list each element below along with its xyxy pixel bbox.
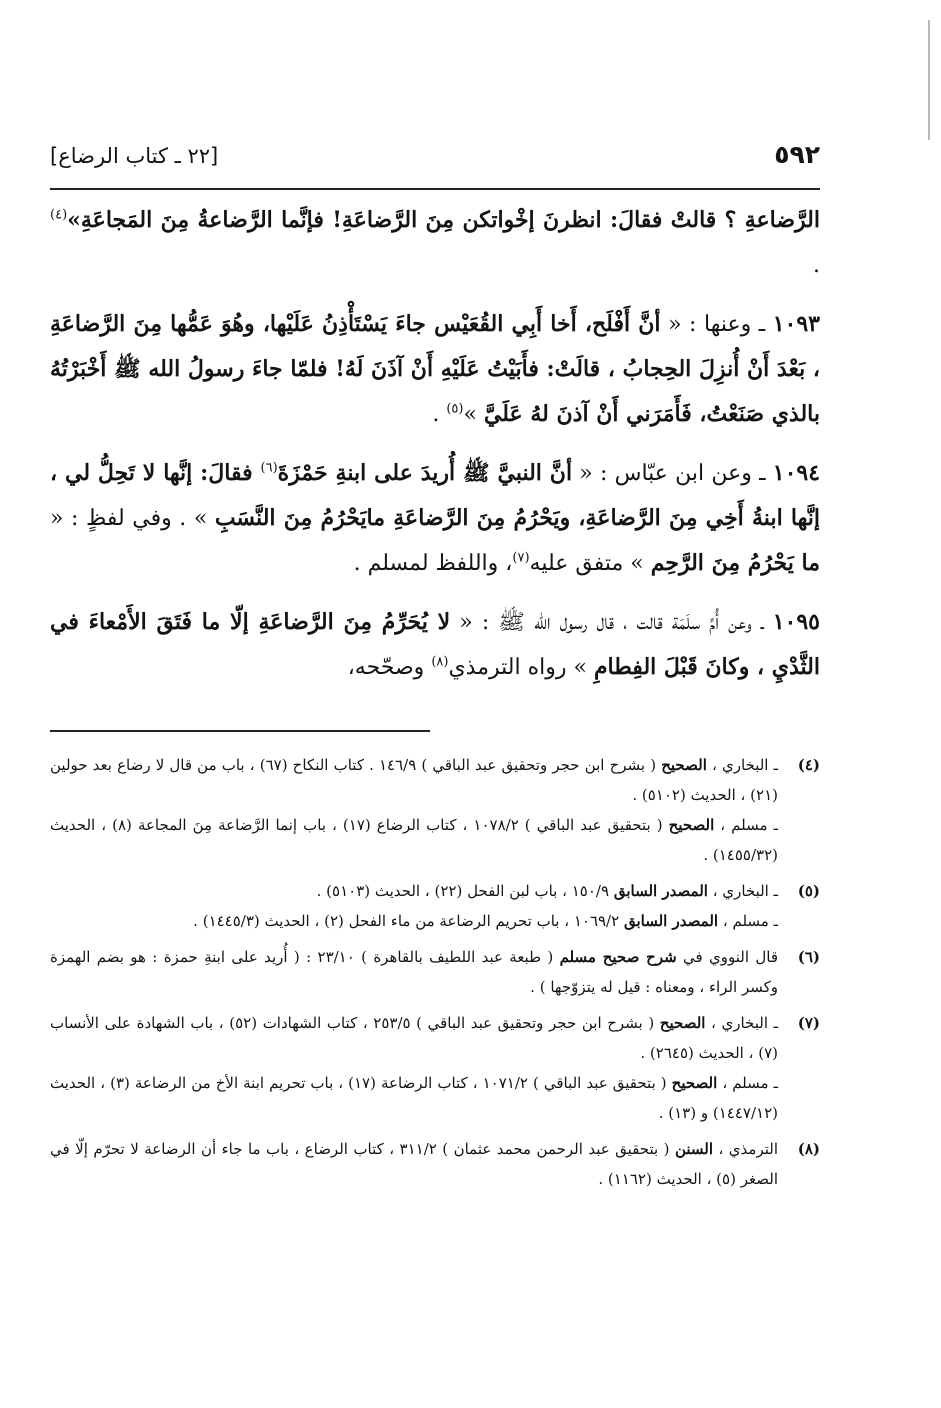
text-run: الترمذي ، — [713, 1140, 778, 1158]
footnote-citation — [50, 876, 778, 906]
text-run: ـ البخاري ، — [707, 882, 778, 900]
book-page — [50, 140, 820, 1200]
quoted-text: فقالَ: إنَّها لا تَحِلُّ لي ، إنَّها ابنةُ أَخِي مِنَ الرَّضاعَةِ، ويَحْرُمُ مِنَ الرَّضاعَةِ مايَحْرُمُ مِنَ النَّسَبِ — [50, 460, 820, 531]
footnote-number: (٤) — [797, 756, 820, 774]
text-run: ـ مسلم ، — [717, 1074, 778, 1092]
footnote — [50, 876, 820, 936]
footnote-rule — [50, 730, 430, 732]
footnote-number: (٧) — [797, 1014, 820, 1032]
text-run: ( بشرح ابن حجر وتحقيق عبد الباقي ) ١٤٦/٩ . كتاب النكاح (٦٧) ، باب من قال لا رضاع بعد حولين (٢١) ، الحديث (٥١٠٢) . — [50, 756, 778, 804]
hadith-paragraph — [50, 302, 820, 437]
quoted-text: الصحيح — [668, 816, 715, 834]
text-run: » رواه الترمذي — [448, 655, 594, 680]
footnote-citation — [50, 1068, 778, 1128]
quoted-text: السنن — [674, 1140, 714, 1158]
quoted-text: لا يُحَرِّمُ مِنَ الرَّضاعَةِ إلّا ما فَتَقَ الأَمْعاءَ في الثَّدْيِ ، وكانَ قَبْلَ الفِطامِ — [50, 609, 820, 680]
continuation-paragraph — [50, 198, 820, 288]
text-run: وصحّحه، — [347, 655, 432, 680]
footnote-number: (٥) — [797, 882, 820, 900]
footnote — [50, 942, 820, 1002]
text-run: ـ مسلم ، — [714, 816, 778, 834]
footnote-citation — [50, 906, 778, 936]
text-run: ، واللفظ لمسلم . — [353, 551, 513, 576]
page-header — [50, 140, 820, 188]
footnote-citation — [50, 942, 778, 1002]
text-run: ( بتحقيق عبد الرحمن محمد عثمان ) ٣١١/٢ ، كتاب الرضاع ، باب ما جاء أن الرضاعة لا تحرّم إلّا في الصغر (٥) ، الحديث (١١٦٢) . — [50, 1140, 778, 1188]
quoted-text: الرَّضاعةِ ؟ قالتْ فقالَ: انظرنَ إخْواتكن مِنَ الرَّضاعَةِ! فإنَّما الرَّضاعةُ مِنَ المَجاعَةِ» — [67, 207, 820, 233]
footnote-ref: (٦) — [260, 460, 278, 476]
text-run: ـ وعن ابن عبّاس : « — [572, 461, 773, 486]
text-run: ـ مسلم ، — [718, 912, 778, 930]
footnote — [50, 1008, 820, 1128]
footnote-citation — [50, 1008, 778, 1068]
footnote-citation — [50, 810, 778, 870]
text-run: » متفق عليه — [529, 551, 651, 576]
hadith-paragraph — [50, 600, 820, 690]
text-run: ( بتحقيق عبد الباقي ) ١٠٧٨/٢ ، كتاب الرضاع (١٧) ، باب إنما الرَّضاعة مِنَ المجاعة (٨) ، الحديث (١٤٥٥/٣٢) . — [50, 816, 778, 864]
footnote-body — [50, 876, 778, 936]
hadith-paragraph — [50, 451, 820, 586]
footnote — [50, 1134, 820, 1194]
text-run: ـ البخاري ، — [706, 756, 778, 774]
text-run: ١٠٦٩/٢ ، باب تحريم الرضاعة من ماء الفحل (٢) ، الحديث (١٤٤٥/٣) . — [193, 912, 624, 930]
page-number: ٥٩٢ — [774, 140, 820, 169]
quoted-text: أنَّ النبيَّ ﷺ أُريدَ على ابنةِ حَمْزَةَ — [277, 460, 573, 486]
text-run: ١٥٠/٩ ، باب لبن الفحل (٢٢) ، الحديث (٥١٠٣) . — [316, 882, 614, 900]
footnote-citation — [50, 750, 778, 810]
footnote-number: (٨) — [797, 1140, 820, 1158]
footnote-body — [50, 942, 778, 1002]
body-text — [50, 198, 820, 690]
quoted-text: الصحيح — [659, 1014, 706, 1032]
footnote-number: (٦) — [797, 948, 820, 966]
text-run: . — [813, 253, 820, 278]
footnote-ref: (٨) — [431, 654, 449, 670]
quoted-text: ما يَحْرُمُ مِنَ الرَّحِم — [650, 550, 820, 576]
text-run: قال النووي في — [676, 948, 778, 966]
hadith-number: ١٠٩٥ — [772, 609, 820, 635]
footnote-body — [50, 1134, 778, 1194]
quoted-text: المصدر السابق — [613, 882, 708, 900]
hadith-number: ١٠٩٤ — [772, 460, 821, 486]
text-run: ـ وعنها : « — [660, 312, 773, 337]
text-run: ( طبعة عبد اللطيف بالقاهرة ) ٢٣/١٠ : ( أُريد على ابنةِ حمزة : هو بضم الهمزة وكسر الراء ، ومعناه : قيل له يتزوّجها ) . — [50, 948, 778, 996]
footnote-body — [50, 1008, 778, 1128]
quoted-text: أنَّ أَفْلَح، أَخا أَبِي القُعَيْس جاءَ يَسْتَأْذِنُ عَلَيْها، وهُوَ عَمُّها مِنَ الرَّضاعَةِ ، بَعْدَ أَنْ أُنزِلَ الحِجابُ ، قالَتْ: فأَبَيْتُ عَلَيْهِ أَنْ آذَنَ لَهُ! فلمّا جاءَ رسولُ الله ﷺ أَخْبَرْتُهُ بالذي صَنَعْتُ، فَأَمَرَني أَنْ آذنَ لهُ عَلَيَّ — [50, 311, 820, 427]
scan-edge-mark — [928, 20, 930, 140]
text-run: ( بشرح ابن حجر وتحقيق عبد الباقي ) ٢٥٣/٥ ، كتاب الشهادات (٥٢) ، باب الشهادة على الأنساب (٧) ، الحديث (٢٦٤٥) . — [50, 1014, 778, 1062]
text-run: ـ البخاري ، — [705, 1014, 778, 1032]
text-run: » — [463, 402, 484, 427]
footnote — [50, 750, 820, 870]
footnote-ref: (٥) — [446, 401, 464, 417]
text-run: » . وفي لفظٍ : « — [50, 506, 215, 531]
footnote-body — [50, 750, 778, 870]
footnote-ref: (٤) — [50, 207, 68, 223]
quoted-text: الصحيح — [671, 1074, 718, 1092]
header-rule — [50, 188, 820, 190]
quoted-text: المصدر السابق — [623, 912, 719, 930]
text-run: ـ وعن أُمِّ سلَمَة قالت ، قال رسول الله ﷺ : « — [450, 610, 773, 635]
running-head: [٢٢ ـ كتاب الرضاع] — [50, 144, 219, 168]
text-run: ( بتحقيق عبد الباقي ) ١٠٧١/٢ ، كتاب الرضاعة (١٧) ، باب تحريم ابنة الأخ من الرضاعة (٣) ، الحديث (١٤٤٧/١٢) و (١٣) . — [50, 1074, 778, 1122]
footnotes — [50, 750, 820, 1194]
quoted-text: الصحيح — [661, 756, 707, 774]
footnote-ref: (٧) — [512, 550, 530, 566]
text-run: . — [432, 402, 447, 427]
hadith-number: ١٠٩٣ — [772, 311, 820, 337]
quoted-text: شرح صحيح مسلم — [559, 948, 677, 966]
footnote-citation — [50, 1134, 778, 1194]
